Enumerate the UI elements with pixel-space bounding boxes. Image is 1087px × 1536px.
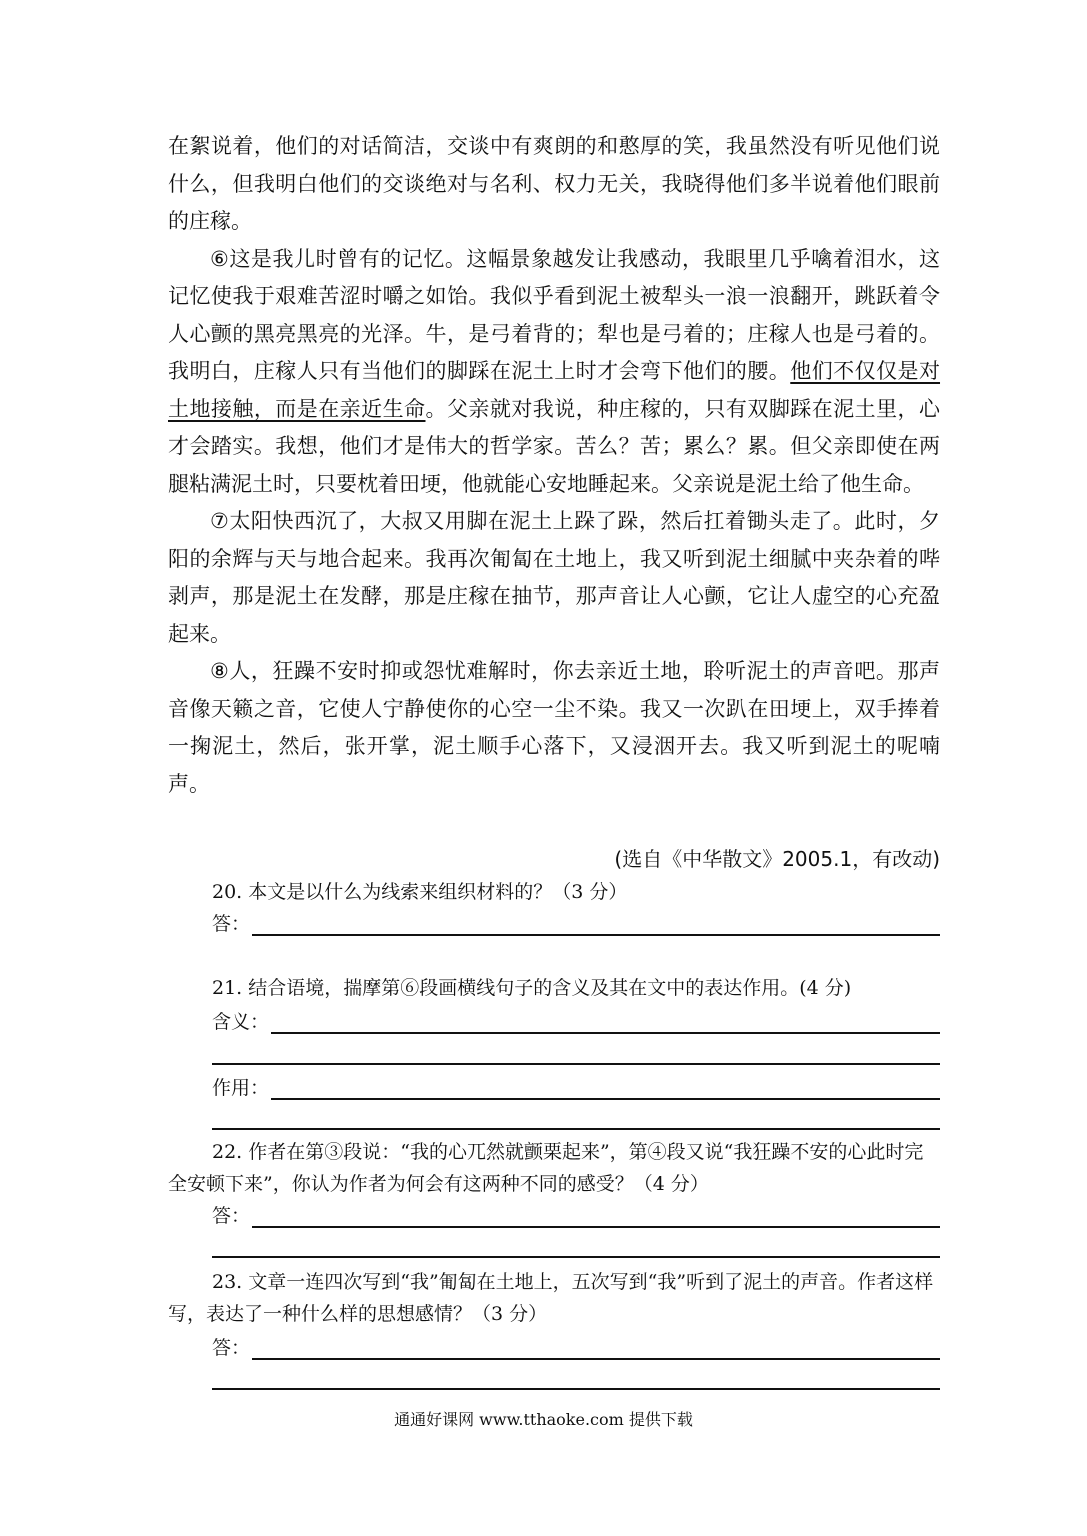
answer-line[interactable] (252, 1338, 940, 1360)
answer-line[interactable] (212, 1128, 940, 1130)
question-21-meaning-answer[interactable] (212, 1010, 940, 1034)
paragraph-6 (168, 241, 940, 504)
answer-label: 答： (212, 1205, 251, 1227)
question-23-text: 23. 文章一连四次写到“我”匍匐在土地上，五次写到“我”听到了泥土的声音。作者这样写，表达了一种什么样的思想感情？（3 分） (168, 1271, 934, 1325)
answer-line[interactable] (212, 1063, 940, 1065)
answer-line[interactable] (212, 1388, 940, 1390)
function-label: 作用： (212, 1077, 270, 1099)
answer-line[interactable] (252, 914, 940, 936)
underlined-sentence: 他们不仅仅是对土地接触，而是在亲近生命 (168, 359, 941, 421)
question-22-text: 22. 作者在第③段说：“我的心兀然就颤栗起来”，第④段又说“我狂躁不安的心此时完全安顿下来”，你认为作者为何会有这两种不同的感受？（4 分） (168, 1141, 924, 1195)
question-21-function-answer[interactable] (212, 1076, 940, 1100)
paragraph-7: ⑦太阳快西沉了，大叔又用脚在泥土上跺了跺，然后扛着锄头走了。此时，夕阳的余辉与天与地合起来。我再次匍匐在土地上，我又听到泥土细腻中夹杂着的哔剥声，那是泥土在发酵，那是庄稼在抽节，那声音让人心颤，它让人虚空的心充盈起来。 (168, 509, 940, 646)
question-20 (168, 876, 940, 908)
reading-passage (168, 128, 940, 803)
question-20-answer[interactable] (212, 912, 940, 936)
answer-line[interactable] (271, 1012, 940, 1034)
source-citation: (选自《中华散文》2005.1，有改动) (614, 847, 940, 871)
page-footer: 通通好课网 www.tthaoke.com 提供下载 (394, 1410, 693, 1429)
answer-line[interactable] (271, 1078, 940, 1100)
question-23 (168, 1266, 940, 1330)
paragraph-8: ⑧人，狂躁不安时抑或怨忧难解时，你去亲近土地，聆听泥土的声音吧。那声音像天籁之音，它使人宁静使你的心空一尘不染。我又一次趴在田埂上，双手捧着一掬泥土，然后，张开掌，泥土顺手心落下，又浸洇开去。我又听到泥土的呢喃声。 (168, 659, 940, 796)
question-22 (168, 1136, 940, 1200)
question-21-text: 21. 结合语境，揣摩第⑥段画横线句子的含义及其在文中的表达作用。(4 分) (212, 977, 852, 999)
question-23-answer[interactable] (212, 1336, 940, 1360)
question-20-text: 20. 本文是以什么为线索来组织材料的？（3 分） (212, 881, 628, 903)
paragraph-6-text-a: ⑥这是我儿时曾有的记忆。这幅景象越发让我感动，我眼里几乎噙着泪水，这记忆使我于艰难苦涩时嚼之如饴。我似乎看到泥土被犁头一浪一浪翻开，跳跃着令人心颤的黑亮黑亮的光泽。牛，是弓着背的；犁也是弓着的；庄稼人也是弓着的。我明白，庄稼人只有当他们的脚踩在泥土上时才会弯下他们的腰。 (168, 246, 940, 383)
answer-line[interactable] (212, 1256, 940, 1258)
paragraph-5-tail: 在絮说着，他们的对话简洁，交谈中有爽朗的和憨厚的笑，我虽然没有听见他们说什么，但我明白他们的交谈绝对与名利、权力无关，我晓得他们多半说着他们眼前的庄稼。 (168, 134, 940, 233)
question-22-answer[interactable] (212, 1204, 940, 1228)
answer-label: 答： (212, 913, 251, 935)
paragraph-6-text-b: 。父亲就对我说，种庄稼的，只有双脚踩在泥土里，心才会踏实。我想，他们才是伟大的哲学家。苦么？苦；累么？累。但父亲即使在两腿粘满泥土时，只要枕着田埂，他就能心安地睡起来。父亲说是泥土给了他生命。 (168, 396, 941, 496)
answer-label: 答： (212, 1337, 251, 1359)
meaning-label: 含义： (212, 1011, 270, 1033)
question-21 (168, 972, 940, 1004)
answer-line[interactable] (252, 1206, 940, 1228)
